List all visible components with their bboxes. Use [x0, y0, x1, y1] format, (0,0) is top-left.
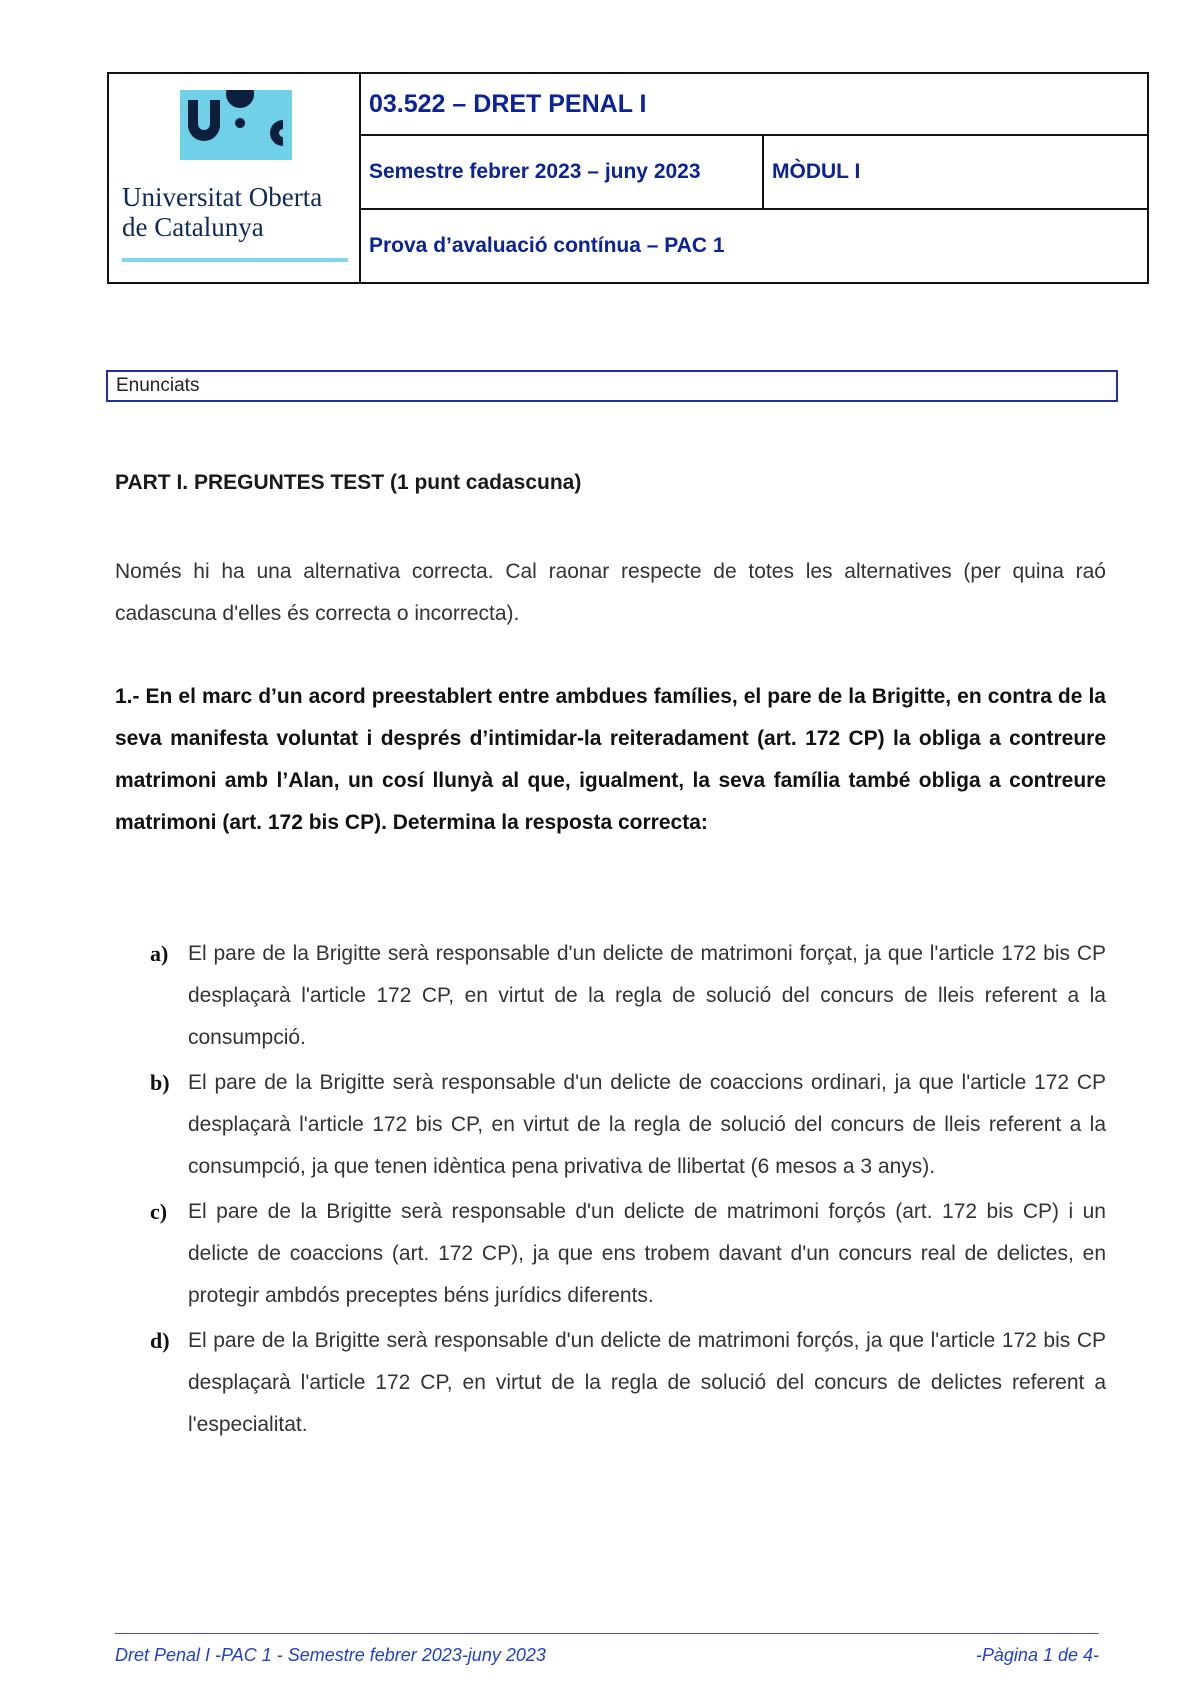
option-text: El pare de la Brigitte serà responsable d'un delicte de coaccions ordinari, ja que l'article 172 CP desplaçarà l'article 172 bis CP, en virtut de la regla de solució del concurs de lleis referent a la consumpció, ja que tenen idèntica pena privativa de llibertat (6 mesos a 3 anys).: [188, 1071, 1106, 1178]
option-b: [150, 1062, 1106, 1188]
option-a: [150, 933, 1106, 1059]
footer-course-info: Dret Penal I -PAC 1 - Semestre febrer 2023-juny 2023: [115, 1645, 546, 1665]
option-letter: b): [150, 1070, 170, 1095]
part-title: PART I. PREGUNTES TEST (1 punt cadascuna): [115, 471, 582, 494]
footer-divider: [115, 1633, 1099, 1634]
institution-name-line2: de Catalunya: [122, 212, 264, 242]
footer-page-number: -Pàgina 1 de 4-: [975, 1645, 1099, 1665]
assessment-title: Prova d’avaluació contínua – PAC 1: [369, 234, 725, 257]
option-text: El pare de la Brigitte serà responsable d'un delicte de matrimoni forçós, ja que l'article 172 bis CP desplaçarà l'article 172 CP, en virtut de la regla de solució del concurs de delictes referent a l'especialitat.: [188, 1329, 1106, 1436]
option-letter: c): [150, 1199, 168, 1224]
option-c: [150, 1191, 1106, 1317]
logo-cell: [109, 74, 361, 282]
header-info: [361, 74, 1147, 282]
answer-options: [150, 933, 1106, 1449]
option-d: [150, 1320, 1106, 1446]
logo-underline: [122, 258, 348, 262]
institution-name-line1: Universitat Oberta: [122, 182, 323, 212]
course-code: 03.522 – DRET PENAL I: [369, 89, 647, 118]
course-row: [361, 74, 1147, 136]
option-letter: a): [150, 941, 169, 966]
option-text: El pare de la Brigitte serà responsable d'un delicte de matrimoni forçós (art. 172 bis CP) i un delicte de coaccions (art. 172 CP), ja que ens trobem davant d'un concurs real de delictes, en protegir ambdós preceptes béns jurídics diferents.: [188, 1200, 1106, 1307]
module: MÒDUL I: [772, 160, 861, 183]
semester-row: [361, 136, 1147, 210]
document-header: [107, 72, 1149, 284]
assessment-row: [361, 210, 1147, 282]
institution-name: [122, 182, 322, 242]
instructions: Només hi ha una alternativa correcta. Cal raonar respecte de totes les alternatives (per quina raó cadascuna d'elles és correcta o incorrecta).: [115, 560, 1106, 625]
semester: Semestre febrer 2023 – juny 2023: [361, 136, 764, 208]
section-label-box: Enunciats: [106, 370, 1118, 402]
option-text: El pare de la Brigitte serà responsable d'un delicte de matrimoni forçat, ja que l'article 172 bis CP desplaçarà l'article 172 CP, en virtut de la regla de solució del concurs de lleis referent a la consumpció.: [188, 942, 1106, 1049]
uoc-logo-mark: [180, 90, 292, 160]
option-letter: d): [150, 1328, 170, 1353]
question-1: 1.- En el marc d’un acord preestablert entre ambdues famílies, el pare de la Brigitte, en contra de la seva manifesta voluntat i després d’intimidar-la reiteradament (art. 172 CP) la obliga a contreure matrimoni amb l’Alan, un cosí llunyà al que, igualment, la seva família també obliga a contreure matrimoni (art. 172 bis CP). Determina la resposta correcta:: [115, 685, 1106, 834]
